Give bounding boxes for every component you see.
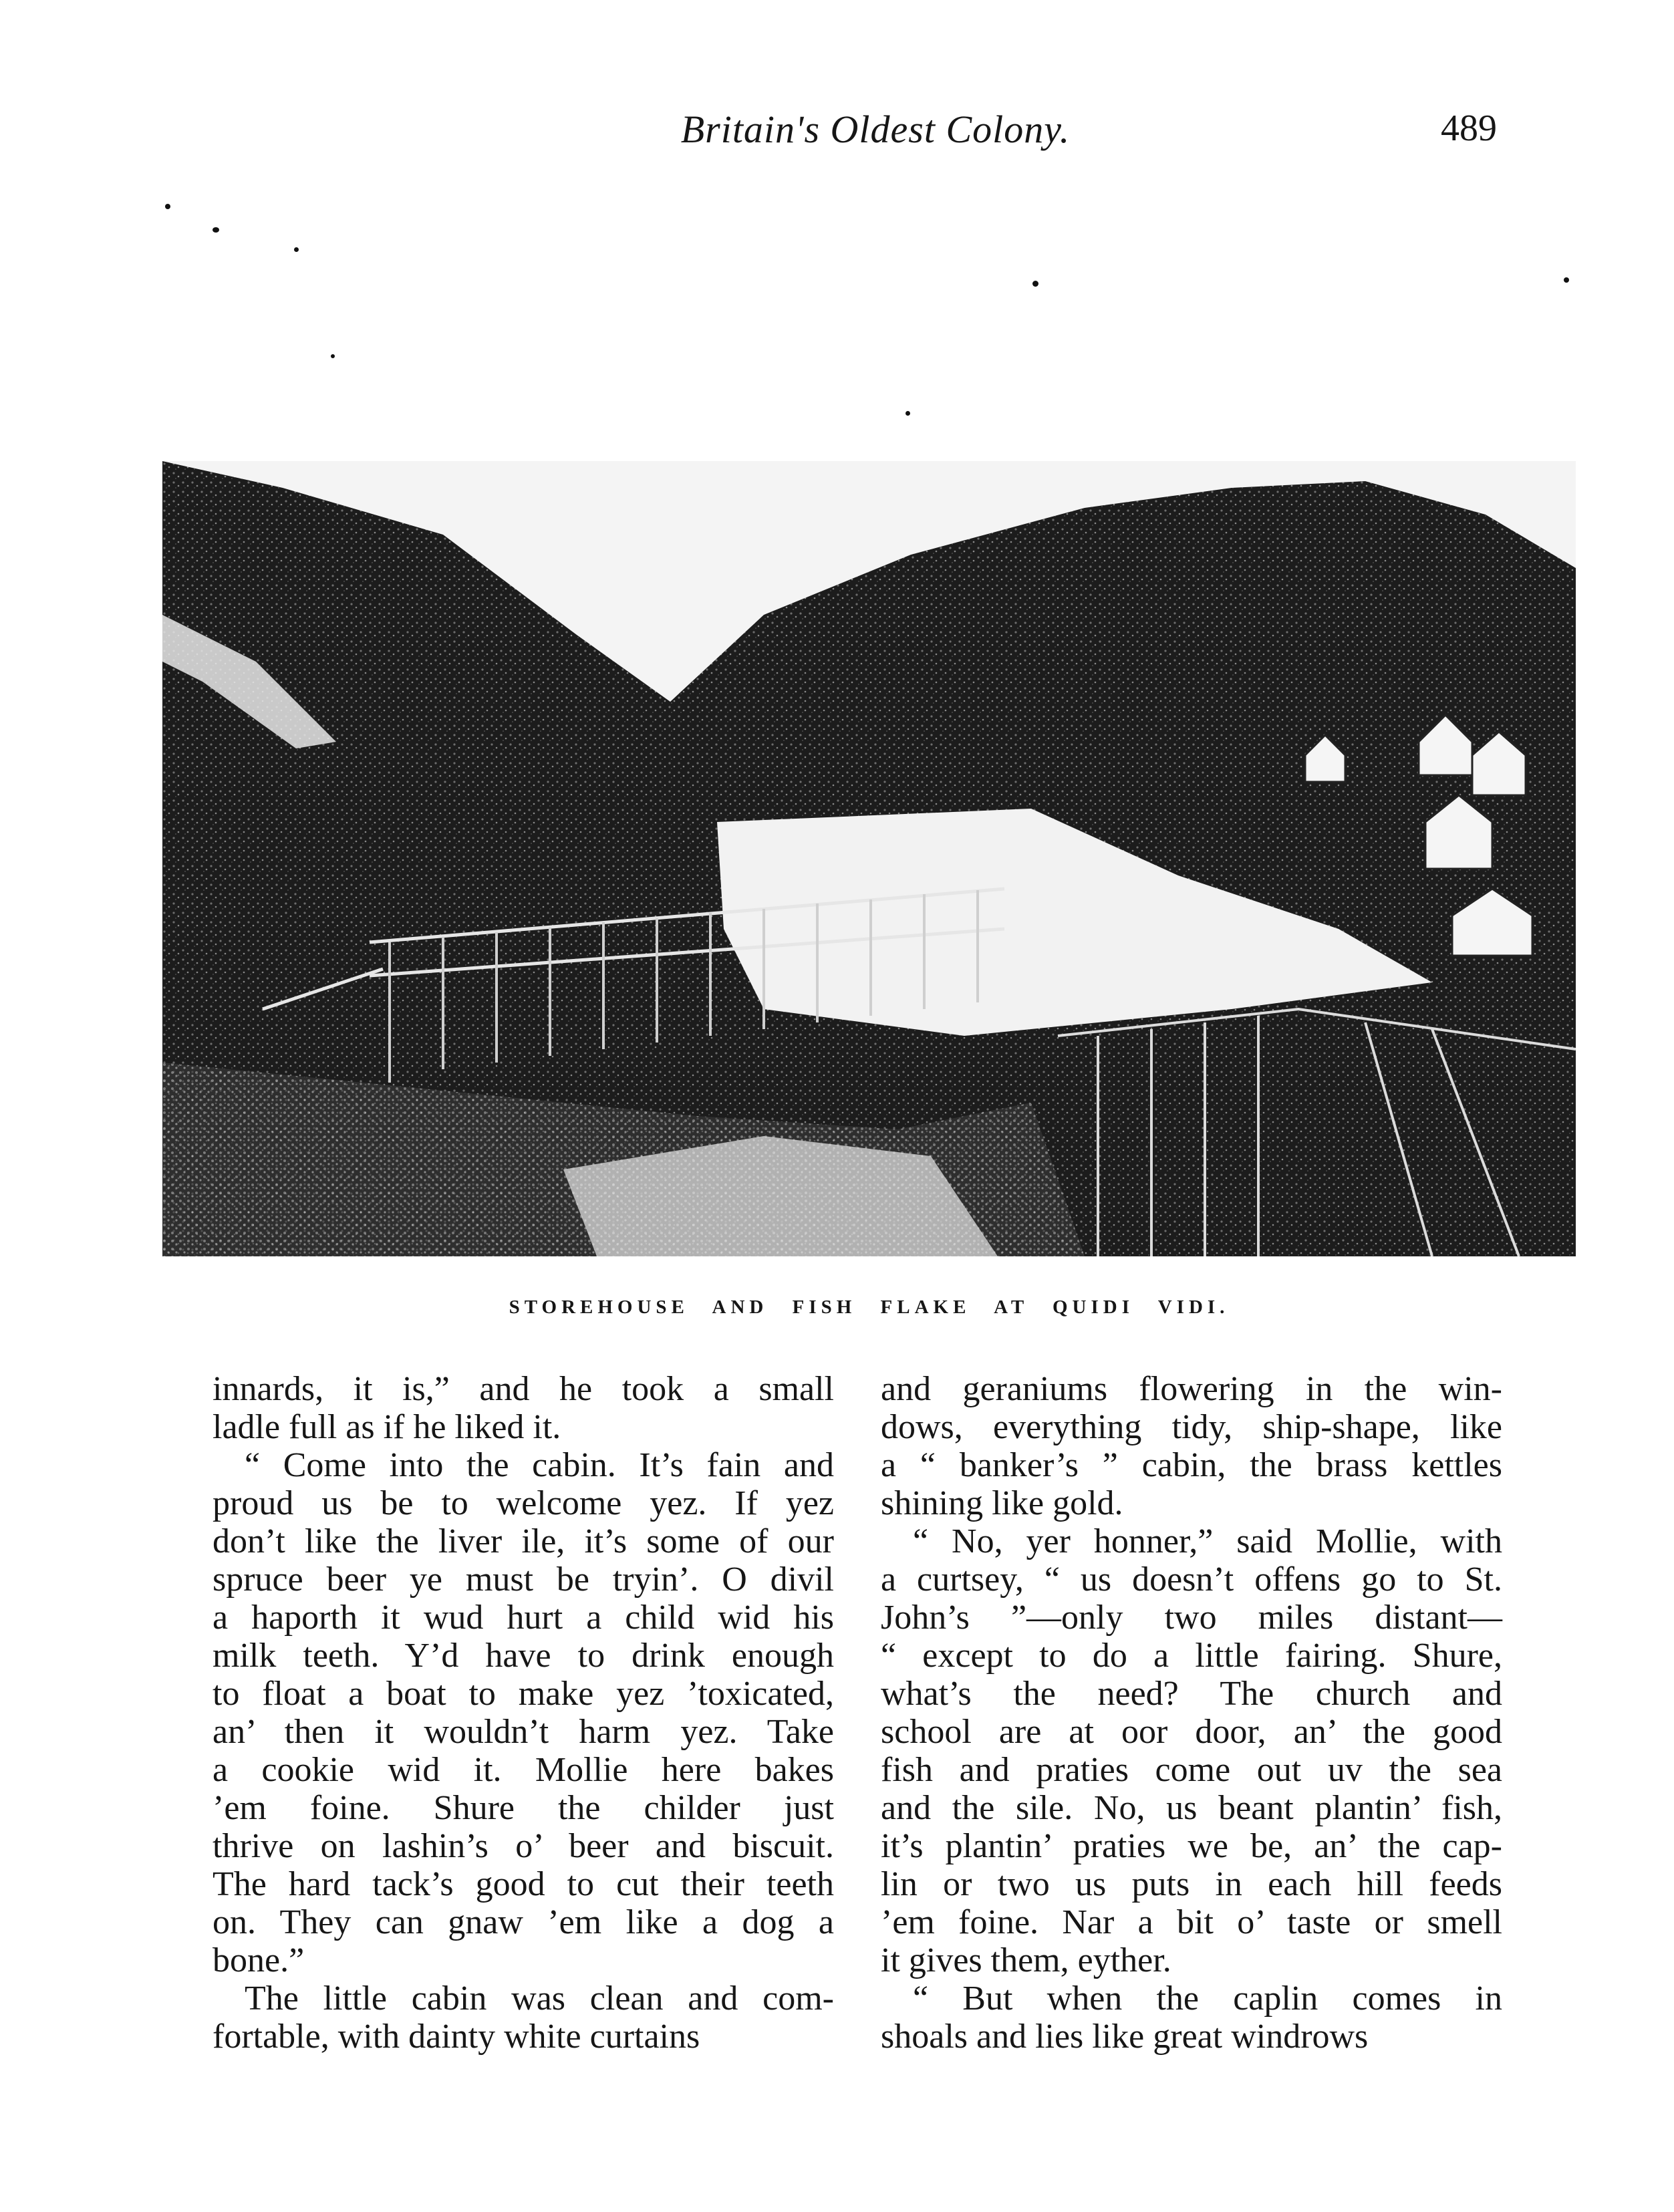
paragraph [213, 1979, 834, 2056]
text-line: a “ banker’s ” cabin, the brass kettles [881, 1446, 1502, 1484]
print-speck [294, 247, 299, 252]
print-speck [1564, 277, 1569, 283]
text-line: bone.” [213, 1941, 305, 1979]
harbour-scene-illustration [162, 461, 1576, 1256]
text-line: proud us be to welcome yez. If yez [213, 1484, 834, 1522]
text-line: “ Come into the cabin. It’s fain and [245, 1446, 834, 1484]
text-line: school are at oor door, an’ the good [881, 1713, 1502, 1751]
text-line: an’ then it wouldn’t harm yez. Take [213, 1713, 834, 1751]
paragraph [213, 1446, 834, 1979]
paragraph [213, 1370, 834, 1446]
halftone-photograph [162, 461, 1576, 1256]
text-column-left [213, 1370, 834, 2056]
text-line: ladle full as if he liked it. [213, 1408, 561, 1446]
text-line: a haporth it wud hurt a child wid his [213, 1599, 834, 1637]
text-line: a curtsey, “ us doesn’t offens go to St. [881, 1560, 1502, 1599]
figure-caption: STOREHOUSE AND FISH FLAKE AT QUIDI VIDI. [509, 1296, 1230, 1318]
text-line: John’s ”—only two miles distant— [881, 1599, 1502, 1637]
text-line: fish and praties come out uv the sea [881, 1751, 1502, 1789]
text-line: it’s plantin’ praties we be, an’ the cap- [881, 1827, 1502, 1865]
text-line: on. They can gnaw ’em like a dog a [213, 1903, 834, 1941]
text-line: The hard tack’s good to cut their teeth [213, 1865, 834, 1903]
text-line: “ except to do a little fairing. Shure, [881, 1637, 1502, 1675]
text-line: fortable, with dainty white curtains [213, 2018, 700, 2056]
page-number: 489 [1441, 108, 1497, 149]
text-line: dows, everything tidy, ship-shape, like [881, 1408, 1502, 1446]
running-head-title: Britain's Oldest Colony. [680, 108, 1071, 151]
text-line: and geraniums flowering in the win- [881, 1370, 1502, 1408]
text-line: what’s the need? The church and [881, 1675, 1502, 1713]
text-line: it gives them, eyther. [881, 1941, 1171, 1979]
text-line: and the sile. No, us beant plantin’ fish, [881, 1789, 1502, 1827]
print-speck [1032, 281, 1038, 287]
text-line: spruce beer ye must be tryin’. O divil [213, 1560, 834, 1599]
text-line: lin or two us puts in each hill feeds [881, 1865, 1502, 1903]
print-speck [331, 354, 335, 358]
paragraph [881, 1522, 1502, 1979]
text-line: ’em foine. Nar a bit o’ taste or smell [881, 1903, 1502, 1941]
text-line: to float a boat to make yez ’toxicated, [213, 1675, 834, 1713]
paragraph [881, 1979, 1502, 2056]
text-line: “ But when the caplin comes in [913, 1979, 1502, 2018]
text-line: shining like gold. [881, 1484, 1123, 1522]
text-line: The little cabin was clean and com- [245, 1979, 834, 2018]
text-line: ’em foine. Shure the childer just [213, 1789, 834, 1827]
text-column-right [881, 1370, 1502, 2056]
paragraph [881, 1370, 1502, 1522]
text-line: milk teeth. Y’d have to drink enough [213, 1637, 834, 1675]
text-line: thrive on lashin’s o’ beer and biscuit. [213, 1827, 834, 1865]
print-speck [165, 204, 170, 209]
text-line: innards, it is,” and he took a small [213, 1370, 834, 1408]
text-line: shoals and lies like great windrows [881, 2018, 1369, 2056]
text-line: a cookie wid it. Mollie here bakes [213, 1751, 834, 1789]
text-line: don’t like the liver ile, it’s some of our [213, 1522, 834, 1560]
print-speck [905, 411, 910, 416]
print-speck [213, 227, 219, 233]
text-line: “ No, yer honner,” said Mollie, with [913, 1522, 1502, 1560]
